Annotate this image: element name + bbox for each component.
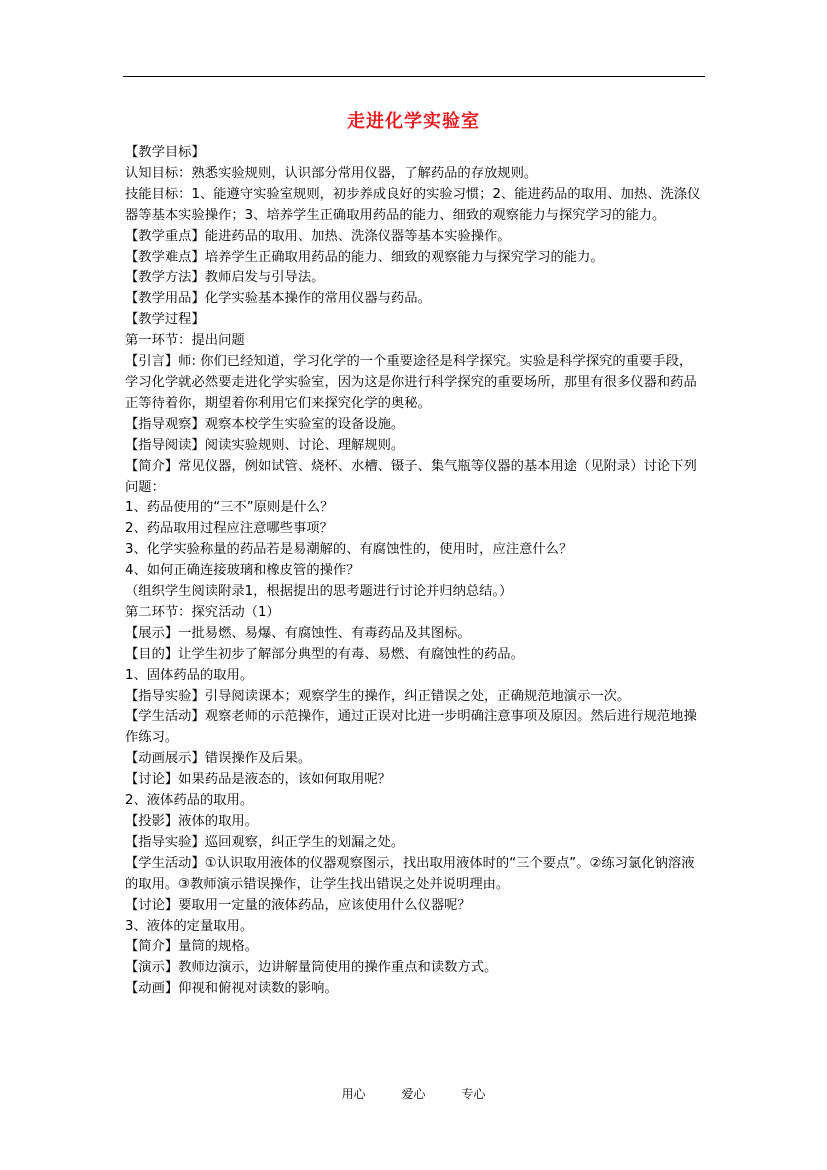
footer-item: 爱心 <box>401 1087 426 1101</box>
paragraph: 技能目标：1、能遵守实验室规则，初步养成良好的实验习惯；2、能进药品的取用、加热、洗涤仪器等基本实验操作；3、培养学生正确取用药品的能力、细致的观察能力与探究学习的能力。 <box>125 186 701 223</box>
paragraph: 【目的】让学生初步了解部分典型的有毒、易燃、有腐蚀性的药品。 <box>125 646 524 662</box>
paragraph: 【动画】仰视和俯视对读数的影响。 <box>125 981 338 997</box>
stage-heading: 第二环节：探究活动（1） <box>125 604 280 620</box>
paragraph: 【投影】液体的取用。 <box>125 814 258 829</box>
paragraph: 【动画展示】错误操作及后果。 <box>125 751 312 767</box>
list-item: 1、固体药品的取用。 <box>125 667 254 683</box>
page-footer <box>0 1085 827 1103</box>
list-item: 2、药品取用过程应注意哪些事项？ <box>125 521 333 537</box>
paragraph: 【引言】师: 你们已经知道，学习化学的一个重要途径是科学探究。实验是科学探究的重要手段，学习化学就必然要走进化学实验室，因为这是你进行科学探究的重要场所，那里有很多仪器和药品正等待着你，期望着你利用它们来探究化学的奥秘。 <box>125 354 697 411</box>
paragraph: 【指导实验】引导阅读课本；观察学生的操作，纠正错误之处，正确规范地演示一次。 <box>125 688 631 704</box>
list-item: 4、如何正确连接玻璃和橡皮管的操作？ <box>125 563 360 579</box>
paragraph: 【指导实验】巡回观察，纠正学生的划漏之处。 <box>125 834 405 850</box>
paragraph: 【指导观察】观察本校学生实验室的设备设施。 <box>125 416 405 432</box>
document-title: 走进化学实验室 <box>347 111 480 132</box>
list-item: 3、液体的定量取用。 <box>125 918 254 934</box>
paragraph: 【教学难点】培养学生正确取用药品的能力、细致的观察能力与探究学习的能力。 <box>125 249 604 265</box>
paragraph: 【展示】一批易燃、易爆、有腐蚀性、有毒药品及其图标。 <box>125 625 471 641</box>
document-body <box>125 143 705 1000</box>
paragraph: 【演示】教师边演示，边讲解量筒使用的操作重点和读数方式。 <box>125 960 498 976</box>
paragraph: （组织学生阅读附录1，根据提出的思考题进行讨论并归纳总结。） <box>125 584 513 600</box>
list-item: 1、药品使用的“三不”原则是什么？ <box>125 500 334 516</box>
paragraph: 【学生活动】观察老师的示范操作，通过正误对比进一步明确注意事项及原因。然后进行规范地操作练习。 <box>125 709 697 746</box>
stage-heading: 第一环节：提出问题 <box>125 333 245 349</box>
paragraph: 【讨论】要取用一定量的液体药品，应该使用什么仪器呢？ <box>125 897 471 913</box>
footer-item: 专心 <box>461 1087 486 1101</box>
section-heading-objectives: 【教学目标】 <box>125 145 205 160</box>
paragraph: 认知目标：熟悉实验规则，认识部分常用仪器，了解药品的存放规则。 <box>125 165 538 181</box>
paragraph: 【教学用品】化学实验基本操作的常用仪器与药品。 <box>125 291 431 307</box>
paragraph: 【教学方法】教师启发与引导法。 <box>125 270 325 286</box>
footer-item: 用心 <box>341 1087 366 1101</box>
paragraph: 【指导阅读】阅读实验规则、讨论、理解规则。 <box>125 437 405 453</box>
paragraph: 【简介】常见仪器，例如试管、烧杯、水槽、镊子、集气瓶等仪器的基本用途（见附录）讨论下列问题： <box>125 458 697 495</box>
header-rule <box>123 76 705 77</box>
paragraph: 【学生活动】①认识取用液体的仪器观察图示，找出取用液体时的“三个要点”。②练习氯化钠溶液的取用。③教师演示错误操作，让学生找出错误之处并说明理由。 <box>125 855 695 892</box>
list-item: 2、液体药品的取用。 <box>125 793 254 809</box>
section-heading-process: 【教学过程】 <box>125 312 205 328</box>
paragraph: 【教学重点】能进药品的取用、加热、洗涤仪器等基本实验操作。 <box>125 228 511 244</box>
paragraph: 【简介】量筒的规格。 <box>125 939 258 955</box>
list-item: 3、化学实验称量的药品若是易潮解的、有腐蚀性的，使用时，应注意什么？ <box>125 542 573 558</box>
paragraph: 【讨论】如果药品是液态的，该如何取用呢？ <box>125 772 391 788</box>
